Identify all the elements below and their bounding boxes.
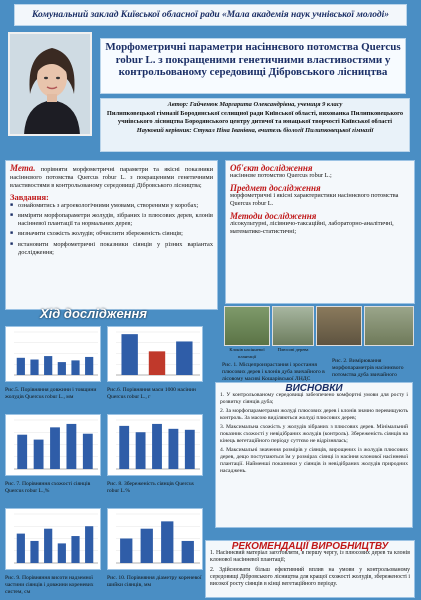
bar-chart-germination — [5, 414, 101, 476]
chart-caption: Рис. 7. Порівняння схожості сіянців Quercus robur L.,% — [5, 481, 91, 494]
chart-caption: Рис. 9. Порівняння висоти надземної частини сіянців і довжини кореневих систем, см — [5, 575, 94, 595]
chart-caption: Рис. 8. Збереженість сіянців Quercus robur L.% — [107, 481, 194, 494]
bar-chart-acorn-size — [5, 326, 101, 382]
bar-chart-height — [5, 508, 101, 570]
object-subject-panel — [225, 160, 415, 304]
chart-block-2 — [107, 326, 203, 412]
methods-text: лісокультурні, лісівничо-таксаційні, лабораторно-аналітичні, математико-статистичні; — [230, 220, 394, 235]
bar — [17, 435, 27, 469]
task-item: ■ виміряти морфопараметри жолудів, зібраних із плюсових дерев, клонів насінневої плантації та нормальних дерев; — [10, 212, 213, 228]
bar — [30, 360, 38, 375]
conclusion-item: 1. У контрольованому середовищі забезпечено комфортні умови для росту і розвитку сіянців дуба; — [220, 392, 408, 405]
bar — [85, 526, 93, 563]
bar — [136, 432, 146, 469]
supervisor-line: Науковий керівник: Стукал Ніна Іванівна, вчитель біології Пилипковецької гімназії — [136, 126, 374, 134]
bar — [44, 356, 52, 375]
chart-caption: Рис. 10. Порівняння діаметру кореневої шийки сіянців, мм — [107, 575, 202, 588]
bar — [58, 543, 66, 563]
bar-chart-root-collar — [107, 508, 203, 570]
goal-label: Мета. — [10, 163, 36, 173]
bar — [30, 541, 38, 563]
bar — [120, 539, 132, 564]
photo-plus-trees — [272, 306, 314, 346]
conclusion-item: 4. Максимальні значення розмірів у сіянців, вирощених із жолудів плюсових дерев, дещо поступаються їм у розмірах сіянці із насіння клонової насінневої плантації. Найменші показники у сіянців із невідібраних жолудів природних насаджень. — [220, 447, 408, 474]
bar — [17, 358, 25, 375]
bar — [71, 536, 79, 563]
bar — [182, 541, 194, 563]
photo-seedlings — [364, 306, 414, 346]
task-item: ■ визначити схожість жолудів; обчислити збереженість сіянців; — [10, 230, 213, 238]
conclusions-list — [220, 392, 408, 475]
photo-clones — [224, 306, 270, 346]
bar-chart-survival — [107, 414, 203, 476]
recommendation-item: 2. Здійснювати більш ефективний вплив на умови у контрольованому середовищі Дібровського лісництва для кращої схожості жолудів, збереженості і високої росту сіянців в кінці вегетаційного періоду. — [210, 566, 410, 588]
bar — [176, 341, 192, 375]
poster-title: Морфометричні параметри насіннєвого потомства Quercus robur L. з покращеними генетичними властивостями у контрольованому середовищі Дібровського лісництва — [100, 38, 406, 94]
bar — [119, 426, 129, 469]
conclusion-item: 3. Максимальна схожість у жолудів зібраних з плюсових дерев. Мінімальний показник схожості у невідібраних жолудів (контроль). Збереженість сіянців на кінець вегетаційного періоду суттєво не відрізнялась; — [220, 424, 408, 444]
bar — [85, 357, 93, 375]
recommendations-title: РЕКОМЕНДАЦІЇ ВИРОБНИЦТВУ — [231, 541, 389, 552]
conclusion-item: 2. За морфопараметрами жолуді плюсових дерев і клонів значно перевищують контроль. За масою виділяються жолуді плюсових дерев; — [220, 408, 408, 421]
methods-label: Методи дослідження — [230, 211, 317, 221]
bar — [58, 362, 66, 375]
tasks-label: Завдання: — [10, 191, 49, 202]
photo-caption-clones: Клонів насінневої плантації — [229, 347, 265, 359]
task-item: ■ встановити морфометричні показники сіянців у різних варіантах дослідження; — [10, 241, 213, 257]
object-label: Об'єкт дослідження — [230, 163, 313, 173]
goal-text: порівняти морфометричні параметри та якісні показники насіннєвого потомства Quercus robur L. з покращеними генетичними властивостями в контрольованому середовищі Дібровського лісництва; — [10, 166, 213, 190]
author-photo — [8, 32, 92, 136]
object-text: насіннєве потомство Quercus robur L.; — [230, 172, 332, 179]
bar — [17, 534, 25, 563]
goals-tasks-panel — [5, 160, 218, 310]
bar — [34, 440, 44, 469]
recommendations-list — [210, 550, 410, 588]
bar — [161, 521, 173, 563]
chart-block-6 — [107, 508, 203, 598]
conclusions-title: ВИСНОВКИ — [285, 383, 343, 394]
chart-caption: Рис.5. Порівняння довжини і товщини жолудів Quercus robur L., мм — [5, 387, 97, 400]
bar — [185, 430, 195, 469]
affiliation: Пилипковецької гімназії Бородянської селищної ради Київської області, вихованка Пилипковецького учнівського лісництва Бородянського центру дитячої та юнацької творчості Київської області — [106, 109, 404, 126]
subject-text: морфометричні і якісні характеристики насіннєвого потомства Quercus robur L. — [230, 192, 399, 207]
chart-block-5 — [5, 508, 101, 598]
tasks-list — [10, 202, 213, 257]
bar — [168, 429, 178, 469]
task-item: ■ ознайомитись з агроекологічними умовами, створеними у коробах; — [10, 202, 213, 210]
photo-caption-plus: Плюсові дерева — [277, 347, 309, 352]
field-photos — [224, 306, 414, 360]
bar — [149, 351, 165, 375]
subject-label: Предмет дослідження — [230, 183, 321, 193]
section-progress-heading: Хід дослідження — [40, 306, 148, 321]
conclusions-panel — [215, 382, 413, 528]
bar-chart-seed-mass — [107, 326, 203, 382]
figure-1-caption: Рис. 1. Місцепроизрастания і зростання плюсових дерев і клонів дуба звичайного в лісовому масиві Кошарівської ЛНДС — [222, 362, 325, 382]
bar — [141, 529, 153, 563]
bar — [121, 334, 137, 375]
bar — [44, 529, 52, 563]
bar — [50, 427, 60, 469]
figure-2-caption: Рис. 2. Вимірювання морфопараметрів насіннєвого потомства дуба звичайного — [332, 358, 404, 378]
bar — [152, 424, 162, 469]
header-banner: Комунальний заклад Київської обласної ради «Мала академія наук учнівської молоді» — [14, 4, 407, 26]
bar — [83, 434, 93, 469]
bar — [66, 424, 76, 469]
bar — [71, 360, 79, 375]
chart-block-1 — [5, 326, 101, 412]
chart-block-4 — [107, 414, 203, 504]
photo-acorns — [316, 306, 362, 346]
authors-block — [100, 98, 410, 152]
chart-block-3 — [5, 414, 101, 504]
recommendation-item: 1. Насіннєвий матеріал заготовляти, в першу чергу, із плюсових дерев та клонів клонової насінневої плантації; — [210, 550, 410, 564]
chart-caption: Рис.6. Порівняння маси 1000 насінин Quercus robur L., г — [107, 387, 196, 400]
author-line: Автор: Гайченюк Маргарита Олександрівна, учениця 9 класу — [167, 101, 343, 108]
recommendations-panel — [205, 540, 415, 598]
goal-paragraph — [10, 164, 213, 191]
